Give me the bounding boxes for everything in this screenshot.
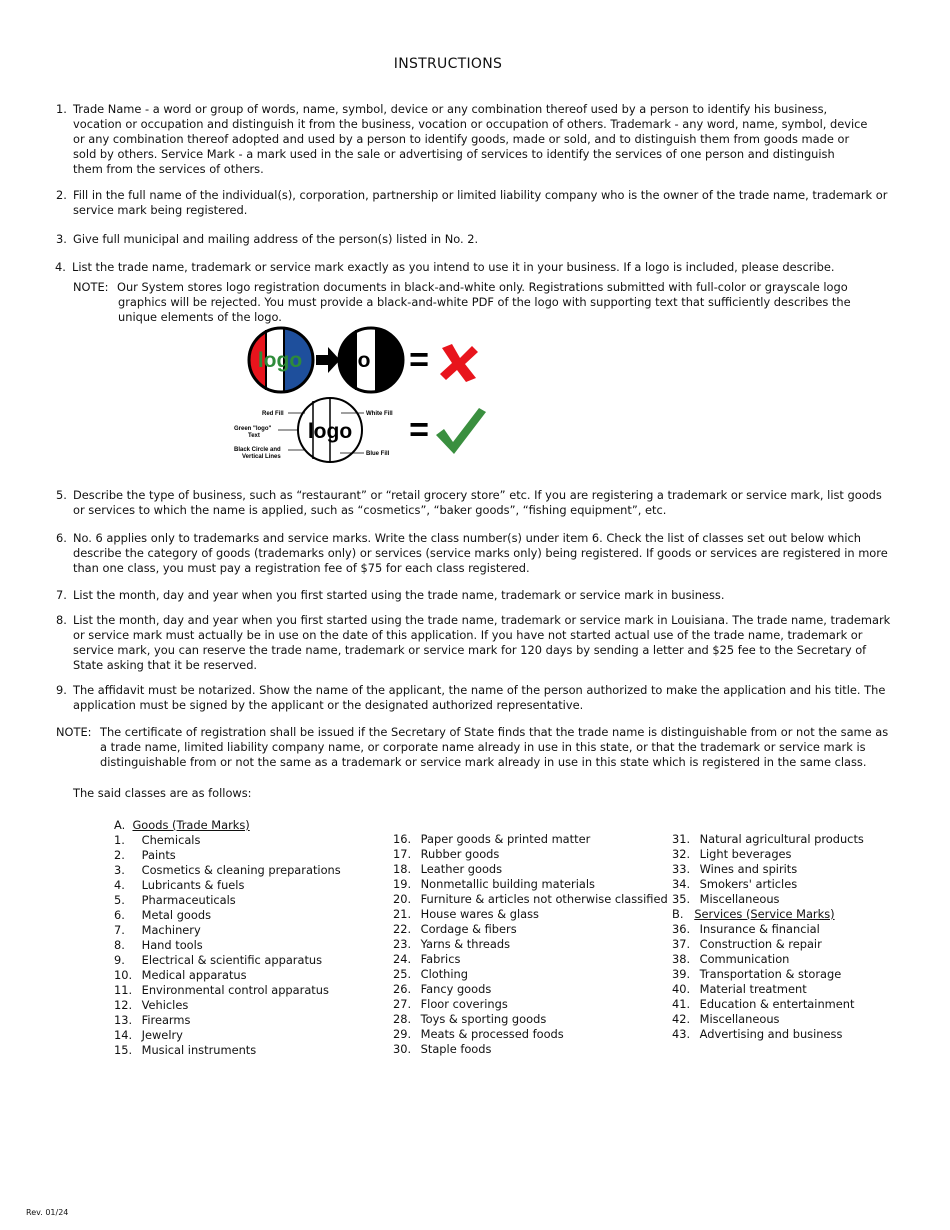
- class-item: [114, 953, 341, 968]
- logo-note: [73, 280, 885, 325]
- class-item: [672, 922, 864, 937]
- class-name: Electrical & scientific apparatus: [141, 953, 323, 967]
- instruction-item-7: [56, 588, 896, 603]
- class-item: [672, 997, 864, 1012]
- class-name: Pharmaceuticals: [141, 893, 236, 907]
- class-name: Environmental control apparatus: [141, 983, 329, 997]
- class-name: Miscellaneous: [699, 1012, 780, 1026]
- class-number: 22.: [393, 922, 412, 936]
- instruction-item-2: [56, 188, 896, 218]
- grayscale-logo-example: [338, 327, 406, 393]
- class-item: [672, 982, 864, 997]
- class-name: Chemicals: [141, 833, 201, 847]
- class-name: Hand tools: [141, 938, 203, 952]
- instruction-item-5: [56, 488, 896, 518]
- classes-column-3: [672, 832, 864, 1042]
- class-item: [114, 878, 341, 893]
- instruction-item-1: [56, 102, 868, 177]
- item-text: List the trade name, trademark or service mark exactly as you intend to use it in your business. If a logo is included, please describe.: [72, 260, 835, 274]
- class-number: 27.: [393, 997, 412, 1011]
- class-item: [672, 877, 864, 892]
- page-title: INSTRUCTIONS: [393, 56, 503, 72]
- equals-sign-2: =: [409, 411, 429, 449]
- class-number: 35.: [672, 892, 691, 906]
- item-number: 6.: [56, 531, 67, 545]
- class-number: 24.: [393, 952, 412, 966]
- class-number: 17.: [393, 847, 412, 861]
- item-text: The affidavit must be notarized. Show the name of the applicant, the name of the person authorized to make the application and his title. The application must be signed by the applicant or the designated authorized representative.: [73, 683, 886, 712]
- instruction-item-8: [56, 613, 896, 673]
- green-logo-text: logo: [257, 349, 303, 372]
- class-number: 32.: [672, 847, 691, 861]
- item-number: 2.: [56, 188, 67, 202]
- class-number: 42.: [672, 1012, 691, 1026]
- note-label: NOTE:: [73, 280, 109, 294]
- white-fill-label: White Fill: [366, 411, 393, 417]
- item-number: 9.: [56, 683, 67, 697]
- class-item: [672, 952, 864, 967]
- class-item: [393, 967, 668, 982]
- instruction-item-4: [55, 260, 895, 275]
- class-name: Natural agricultural products: [699, 832, 864, 846]
- item-number: 7.: [56, 588, 67, 602]
- class-name: Staple foods: [420, 1042, 492, 1056]
- green-text-label-2: Text: [248, 433, 260, 439]
- class-name: Rubber goods: [420, 847, 500, 861]
- class-name: Construction & repair: [699, 937, 822, 951]
- class-name: Furniture & articles not otherwise classified: [420, 892, 668, 906]
- class-item: [114, 908, 341, 923]
- class-item: [393, 952, 668, 967]
- class-item: [114, 938, 341, 953]
- class-number: 43.: [672, 1027, 691, 1041]
- cross-icon: [440, 344, 478, 382]
- class-item: [393, 877, 668, 892]
- note-text: The certificate of registration shall be issued if the Secretary of State finds that the trade name is distinguishable from or not the same as a trade name, limited liability company name, or corporate name already in use in this state, or that the trademark or service mark is distinguishable from or not the same as a trademark or service mark already in use in this state which is registered in the same class.: [100, 725, 889, 769]
- bw-logo-example: [298, 398, 362, 462]
- class-number: 30.: [393, 1042, 412, 1056]
- class-number: 26.: [393, 982, 412, 996]
- class-name: Yarns & threads: [420, 937, 511, 951]
- class-name: Toys & sporting goods: [420, 1012, 547, 1026]
- black-circle-label-2: Vertical Lines: [242, 454, 281, 460]
- class-item: [114, 833, 341, 848]
- class-name: Medical apparatus: [141, 968, 247, 982]
- logo-example-figure: [228, 322, 498, 467]
- item-number: 1.: [56, 102, 67, 116]
- class-item: [393, 1012, 668, 1027]
- class-item: [672, 862, 864, 877]
- class-name: Leather goods: [420, 862, 503, 876]
- class-number: 25.: [393, 967, 412, 981]
- services-heading-label: Services (Service Marks): [694, 907, 835, 921]
- class-number: 10.: [114, 968, 133, 982]
- class-item: [114, 1013, 341, 1028]
- class-number: 36.: [672, 922, 691, 936]
- class-name: Floor coverings: [420, 997, 508, 1011]
- class-item: [393, 1027, 668, 1042]
- class-item: [114, 923, 341, 938]
- class-number: 3.: [114, 863, 125, 877]
- item-text: List the month, day and year when you first started using the trade name, trademark or service mark in business.: [73, 588, 725, 602]
- class-item: [672, 892, 864, 907]
- class-name: Communication: [699, 952, 790, 966]
- class-item: [672, 847, 864, 862]
- class-item: [114, 863, 341, 878]
- class-number: 23.: [393, 937, 412, 951]
- item-text: Trade Name - a word or group of words, name, symbol, device or any combination thereof used by a person to identify his business, vocation or occupation and distinguish it from the business, vocation or occupation of others. Trademark - any word, name, symbol, device or any combination thereof adopted and used by a person to identify goods, made or sold, and to distinguish them from goods made or sold by others. Service Mark - a mark used in the sale or advertising of services to identify the services of one person and distinguish them from the services of others.: [73, 102, 868, 176]
- class-item: [672, 967, 864, 982]
- class-name: Jewelry: [141, 1028, 183, 1042]
- class-item: [672, 1027, 864, 1042]
- instruction-item-3: [56, 232, 896, 247]
- class-number: 40.: [672, 982, 691, 996]
- class-number: 37.: [672, 937, 691, 951]
- class-item: [393, 847, 668, 862]
- class-number: 12.: [114, 998, 133, 1012]
- class-item: [114, 893, 341, 908]
- class-number: 5.: [114, 893, 125, 907]
- class-item: [114, 848, 341, 863]
- goods-heading-label: Goods (Trade Marks): [132, 818, 250, 832]
- class-number: 16.: [393, 832, 412, 846]
- class-name: Cosmetics & cleaning preparations: [141, 863, 341, 877]
- green-text-label: Green "logo": [234, 426, 272, 432]
- class-number: 15.: [114, 1043, 133, 1057]
- class-item: [393, 862, 668, 877]
- note-text: Our System stores logo registration documents in black-and-white only. Registrations submitted with full-color or grayscale logo graphics will be rejected. You must provide a black-and-white PDF of the logo with supporting text that sufficiently describes the unique elements of the logo.: [117, 280, 851, 324]
- class-item: [672, 937, 864, 952]
- class-name: Meats & processed foods: [420, 1027, 564, 1041]
- class-number: 13.: [114, 1013, 133, 1027]
- class-item: [393, 832, 668, 847]
- class-item: [393, 1042, 668, 1057]
- class-item: [393, 922, 668, 937]
- item-text: Describe the type of business, such as “restaurant” or “retail grocery store” etc. If you are registering a trademark or service mark, list goods or services to which the name is applied, such as “cosmetics”, “baker goods”, “fishing equipment”, etc.: [73, 488, 882, 517]
- check-icon: [436, 408, 486, 454]
- class-name: Fabrics: [420, 952, 461, 966]
- services-heading-letter: B.: [672, 907, 684, 921]
- class-number: 39.: [672, 967, 691, 981]
- item-text: List the month, day and year when you first started using the trade name, trademark or service mark in Louisiana. The trade name, trademark or service mark must actually be in use on the date of this application. If you have not started actual use of the trade name, trademark or service mark, you can reserve the trade name, trademark or service mark for 120 days by sending a letter and $25 fee to the Secretary of State asking that it be reserved.: [73, 613, 891, 672]
- class-item: [393, 907, 668, 922]
- class-number: 6.: [114, 908, 125, 922]
- class-number: 33.: [672, 862, 691, 876]
- class-name: Firearms: [141, 1013, 191, 1027]
- class-name: Paints: [141, 848, 176, 862]
- class-item: [114, 968, 341, 983]
- class-name: Fancy goods: [420, 982, 492, 996]
- class-number: 8.: [114, 938, 125, 952]
- item-number: 8.: [56, 613, 67, 627]
- note-label: NOTE:: [56, 725, 92, 739]
- arrow-right-icon: [316, 347, 340, 373]
- item-text: Fill in the full name of the individual(s), corporation, partnership or limited liability company who is the owner of the trade name, trademark or service mark being registered.: [73, 188, 888, 217]
- equals-sign: =: [409, 341, 429, 379]
- blue-fill-label: Blue Fill: [366, 451, 390, 457]
- class-name: Transportation & storage: [699, 967, 842, 981]
- class-number: 34.: [672, 877, 691, 891]
- bw-logo-text: o: [357, 349, 371, 372]
- red-fill-label: Red Fill: [262, 411, 284, 417]
- class-number: 28.: [393, 1012, 412, 1026]
- class-item: [393, 982, 668, 997]
- classes-intro: The said classes are as follows:: [73, 786, 252, 800]
- class-item: [114, 998, 341, 1013]
- class-number: 14.: [114, 1028, 133, 1042]
- class-name: Vehicles: [141, 998, 189, 1012]
- class-name: Education & entertainment: [699, 997, 855, 1011]
- classes-column-1: [114, 818, 341, 1058]
- class-name: Advertising and business: [699, 1027, 843, 1041]
- class-name: Material treatment: [699, 982, 807, 996]
- class-name: Cordage & fibers: [420, 922, 517, 936]
- class-number: 31.: [672, 832, 691, 846]
- item-number: 4.: [55, 260, 66, 274]
- class-name: Machinery: [141, 923, 201, 937]
- class-item: [672, 832, 864, 847]
- class-number: 11.: [114, 983, 133, 997]
- class-number: 4.: [114, 878, 125, 892]
- services-heading: [672, 907, 864, 922]
- class-number: 19.: [393, 877, 412, 891]
- class-item: [114, 1043, 341, 1058]
- class-name: Light beverages: [699, 847, 792, 861]
- class-number: 38.: [672, 952, 691, 966]
- class-number: 41.: [672, 997, 691, 1011]
- class-name: Clothing: [420, 967, 469, 981]
- class-name: Nonmetallic building materials: [420, 877, 595, 891]
- classes-column-2: [393, 832, 668, 1057]
- class-name: House wares & glass: [420, 907, 539, 921]
- instruction-item-6: [56, 531, 896, 576]
- item-number: 5.: [56, 488, 67, 502]
- instruction-item-9: [56, 683, 896, 713]
- class-name: Metal goods: [141, 908, 212, 922]
- class-number: 18.: [393, 862, 412, 876]
- class-name: Musical instruments: [141, 1043, 257, 1057]
- goods-heading-letter: A.: [114, 818, 126, 832]
- item-text: Give full municipal and mailing address of the person(s) listed in No. 2.: [73, 232, 479, 246]
- class-number: 29.: [393, 1027, 412, 1041]
- certificate-note: [56, 725, 896, 770]
- class-name: Smokers' articles: [699, 877, 798, 891]
- class-item: [393, 997, 668, 1012]
- class-item: [393, 937, 668, 952]
- class-name: Paper goods & printed matter: [420, 832, 591, 846]
- class-number: 2.: [114, 848, 125, 862]
- goods-heading: [114, 818, 341, 833]
- item-number: 3.: [56, 232, 67, 246]
- class-name: Lubricants & fuels: [141, 878, 245, 892]
- color-logo-example: [248, 327, 316, 393]
- black-circle-label: Black Circle and: [234, 447, 281, 453]
- bw-good-logo-text: logo: [307, 420, 353, 443]
- class-number: 21.: [393, 907, 412, 921]
- class-name: Wines and spirits: [699, 862, 798, 876]
- class-number: 20.: [393, 892, 412, 906]
- class-number: 7.: [114, 923, 125, 937]
- class-item: [114, 983, 341, 998]
- class-name: Insurance & financial: [699, 922, 820, 936]
- item-text: No. 6 applies only to trademarks and service marks. Write the class number(s) under item 6. Check the list of classes set out below which describe the category of goods (trademarks only) or services (service marks only) being registered. If goods or services are registered in more than one class, you must pay a registration fee of $75 for each class registered.: [73, 531, 888, 575]
- class-name: Miscellaneous: [699, 892, 780, 906]
- class-item: [672, 1012, 864, 1027]
- revision-label: Rev. 01/24: [26, 1208, 69, 1217]
- class-item: [114, 1028, 341, 1043]
- class-number: 9.: [114, 953, 125, 967]
- class-number: 1.: [114, 833, 125, 847]
- class-item: [393, 892, 668, 907]
